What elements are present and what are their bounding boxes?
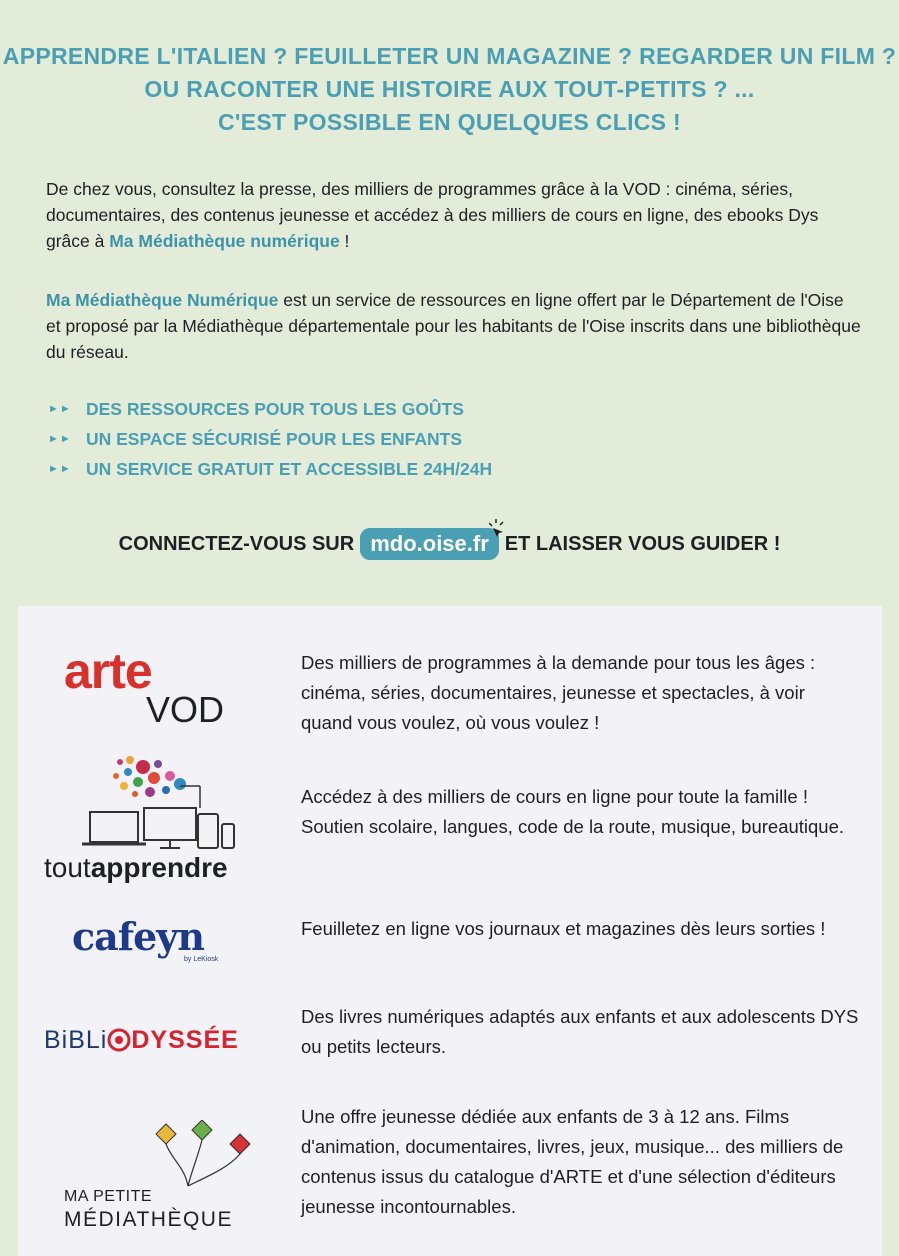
headline-line-1: APPRENDRE L'ITALIEN ? FEUILLETER UN MAGAZINE ? REGARDER UN FILM ?	[2, 43, 897, 69]
feature-label: UN SERVICE GRATUIT ET ACCESSIBLE 24H/24H	[86, 459, 493, 479]
arte-logo-text: arte	[64, 643, 152, 699]
logo-ma-petite: MA PETITE	[64, 1188, 153, 1205]
click-cursor-icon	[489, 518, 509, 538]
kites-icon	[148, 1120, 258, 1190]
intro-highlight: Ma Médiathèque numérique	[109, 231, 340, 251]
headline	[0, 40, 899, 139]
service-highlight: Ma Médiathèque Numérique	[46, 290, 279, 310]
logo-bibli: BiBLi	[44, 1025, 108, 1054]
arte-vod-logo	[64, 643, 264, 730]
logo-dyssee: DYSSÉE	[131, 1025, 239, 1054]
website-link-label: mdo.oise.fr	[370, 531, 489, 556]
feature-item	[48, 394, 492, 424]
headline-line-2: OU RACONTER UNE HISTOIRE AUX TOUT-PETITS ? ...	[144, 76, 755, 102]
cafeyn-description: Feuilletez en ligne vos journaux et magazines dès leurs sorties !	[301, 918, 826, 939]
connect-line	[0, 528, 899, 560]
ma-petite-mediatheque-logo	[64, 1120, 264, 1230]
features-list	[48, 394, 492, 484]
cafeyn-logo	[72, 914, 242, 974]
toutapprendre-logo-text	[44, 852, 228, 884]
website-link[interactable]	[360, 528, 499, 560]
service-paragraph	[46, 287, 861, 365]
ma-petite-mediatheque-description: Une offre jeunesse dédiée aux enfants de 3 à 12 ans. Films d'animation, documentaires, livres, jeux, musique... des milliers de contenus issus du catalogue d'ARTE et d'une sélection d'éditeurs jeunesse incontournables.	[301, 1106, 844, 1217]
feature-item	[48, 454, 492, 484]
feature-label: UN ESPACE SÉCURISÉ POUR LES ENFANTS	[86, 429, 462, 449]
connect-after: ET LAISSER VOUS GUIDER !	[504, 532, 781, 555]
intro-text: De chez vous, consultez la presse, des milliers de programmes grâce à la VOD : cinéma, séries, documentaires, des contenus jeunesse et accédez à des milliers de cours en ligne, des ebooks Dys grâce à	[46, 179, 819, 251]
cafeyn-logo-text: cafeyn	[72, 914, 204, 959]
toutapprendre-description: Accédez à des milliers de cours en ligne pour toute la famille ! Soutien scolaire, langues, code de la route, musique, bureautique.	[301, 786, 845, 837]
arte-vod-description: Des milliers de programmes à la demande pour tous les âges : cinéma, séries, documentaires, jeunesse et spectacles, à voir quand vous voulez, où vous voulez !	[301, 652, 816, 733]
feature-item	[48, 424, 492, 454]
toutapprendre-logo	[44, 754, 264, 884]
devices-icon	[80, 754, 250, 854]
bibliodyssee-logo	[44, 1020, 284, 1060]
bibliodyssee-description: Des livres numériques adaptés aux enfants et aux adolescents DYS ou petits lecteurs.	[301, 1006, 859, 1057]
double-arrow-icon: ►►	[48, 463, 72, 475]
double-arrow-icon: ►►	[48, 403, 72, 415]
vod-logo-text: VOD	[146, 689, 225, 730]
target-icon	[107, 1028, 131, 1052]
logo-mediatheque: MÉDIATHÈQUE	[64, 1208, 233, 1231]
logo-apprendre: apprendre	[90, 852, 228, 883]
intro-paragraph	[46, 176, 861, 254]
service-text: est un service de ressources en ligne offert par le Département de l'Oise et proposé par la Médiathèque départementale pour les habitants de l'Oise inscrits dans une bibliothèque du réseau.	[46, 290, 861, 362]
double-arrow-icon: ►►	[48, 433, 72, 445]
connect-before: CONNECTEZ-VOUS SUR	[118, 532, 355, 555]
resources-panel	[18, 606, 882, 1256]
logo-tout: tout	[44, 852, 91, 883]
feature-label: DES RESSOURCES POUR TOUS LES GOÛTS	[86, 399, 464, 419]
intro-text-end: !	[339, 231, 350, 251]
cafeyn-logo-sub: by LeKiosk	[184, 956, 219, 963]
headline-line-3: C'EST POSSIBLE EN QUELQUES CLICS !	[218, 109, 681, 135]
